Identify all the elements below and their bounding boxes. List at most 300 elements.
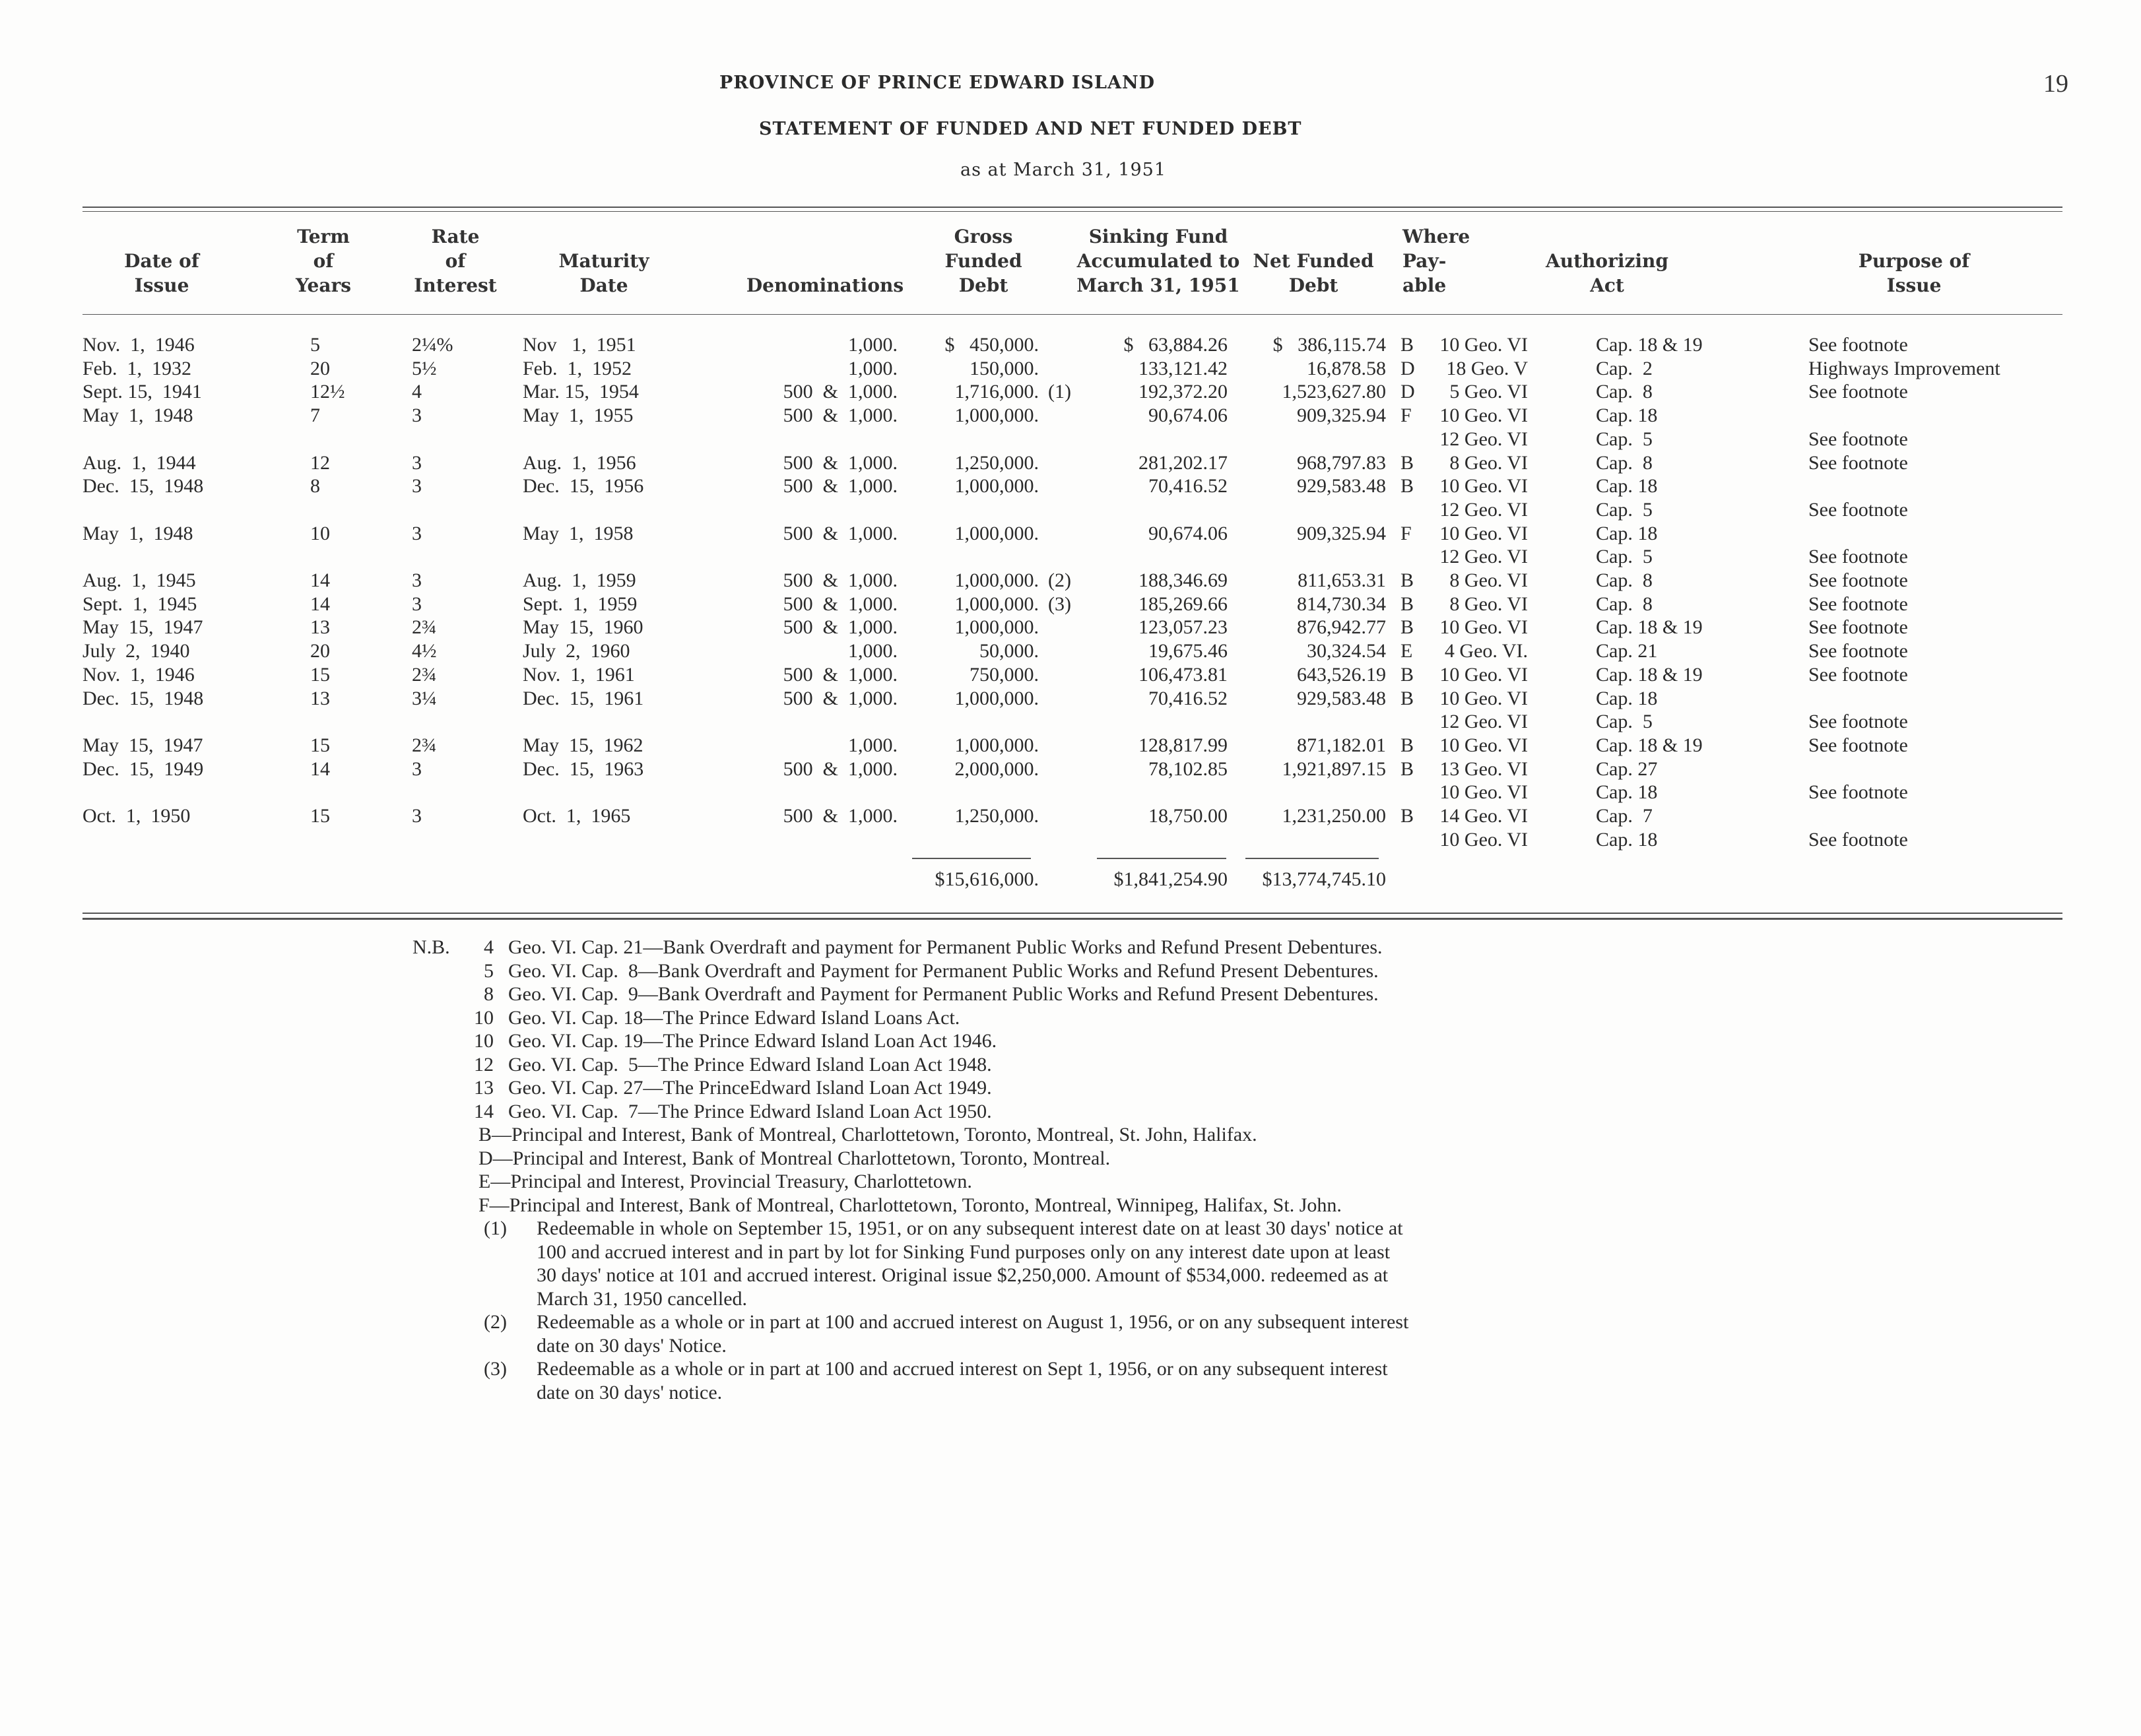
act-description: Geo. VI. Cap. 27—The PrinceEdward Island Loan Act 1949.	[508, 1077, 992, 1099]
payable-note: F—Principal and Interest, Bank of Montreal, Charlottetown, Toronto, Montreal, Winnipeg, Halifax, St. John.	[478, 1194, 1342, 1216]
act-description: Geo. VI. Cap. 21—Bank Overdraft and payment for Permanent Public Works and Refund Present Debentures.	[508, 936, 1383, 958]
act-regnal: 8 Geo. VI	[1449, 451, 1528, 474]
term-years: 15	[310, 734, 330, 756]
denominations: 500 & 1,000.	[783, 687, 898, 709]
sinking-fund: 19,675.46	[1148, 640, 1228, 662]
act-chapter: Cap. 18 & 19	[1596, 616, 1703, 639]
sinking-fund: 78,102.85	[1148, 757, 1228, 780]
purpose: See footnote	[1808, 828, 1908, 851]
denominations: 500 & 1,000.	[783, 475, 898, 498]
act-chapter: Cap. 18	[1596, 781, 1658, 804]
interest-rate: 3	[412, 522, 422, 544]
interest-rate: 2¾	[412, 616, 437, 639]
sinking-fund: 106,473.81	[1138, 663, 1228, 686]
gross-debt: 1,250,000.	[954, 451, 1039, 474]
issue-date: Aug. 1, 1944	[82, 451, 196, 474]
act-description: Geo. VI. Cap. 19—The Prince Edward Island Loan Act 1946.	[508, 1030, 997, 1052]
column-header-line: Date	[579, 274, 628, 296]
gross-debt: 1,000,000.	[954, 616, 1039, 639]
term-years: 14	[310, 569, 330, 591]
act-regnal: 10 Geo. VI	[1439, 616, 1528, 639]
footnote-text	[537, 1310, 1408, 1357]
act-chapter: Cap. 2	[1596, 357, 1653, 379]
act-regnal: 10 Geo. VI	[1439, 522, 1528, 544]
act-chapter: Cap. 18	[1596, 687, 1658, 709]
column-header-line: Authorizing	[1546, 250, 1668, 272]
net-debt: 1,921,897.15	[1282, 757, 1386, 780]
denominations: 1,000.	[848, 640, 898, 662]
payable-code: B	[1400, 687, 1414, 709]
denominations: 500 & 1,000.	[783, 381, 898, 403]
maturity-date: Aug. 1, 1956	[523, 451, 636, 474]
denominations: 1,000.	[848, 734, 898, 756]
spacer	[412, 959, 462, 983]
column-header-line: Maturity	[558, 250, 649, 272]
act-chapter: Cap. 18	[1596, 404, 1658, 427]
gross-debt: 1,716,000.	[954, 381, 1039, 403]
footnote-ref: (1)	[1048, 381, 1071, 403]
header-rule	[82, 314, 2062, 315]
maturity-date: Nov 1, 1951	[523, 334, 636, 356]
act-regnal: 10 Geo. VI	[1439, 734, 1528, 756]
act-chapter: Cap. 18	[1596, 828, 1658, 851]
maturity-date: Dec. 15, 1961	[523, 687, 644, 709]
column-header-line: Purpose of	[1858, 250, 1970, 272]
footnote-line: Redeemable in whole on September 15, 1951, or on any subsequent interest date on at least 30 days' notice at	[537, 1217, 1403, 1239]
page-subtitle: STATEMENT OF FUNDED AND NET FUNDED DEBT	[759, 119, 1302, 139]
act-regnal: 8 Geo. VI	[1449, 593, 1528, 615]
purpose: See footnote	[1808, 616, 1908, 639]
gross-debt: $ 450,000.	[944, 334, 1039, 356]
act-regnal: 14 Geo. VI	[1439, 805, 1528, 827]
issue-date: Nov. 1, 1946	[82, 663, 195, 686]
interest-rate: 5½	[412, 357, 437, 379]
interest-rate: 4	[412, 381, 422, 403]
act-regnal: 10 Geo. VI	[1439, 781, 1528, 804]
maturity-date: May 1, 1955	[523, 404, 634, 427]
column-header-line: Pay-	[1402, 250, 1447, 272]
maturity-date: July 2, 1960	[523, 640, 630, 662]
act-number: 5	[484, 959, 494, 982]
payable-note: D—Principal and Interest, Bank of Montreal Charlottetown, Toronto, Montreal.	[478, 1147, 1111, 1169]
total-net: $13,774,745.10	[1262, 868, 1386, 890]
purpose: See footnote	[1808, 451, 1908, 474]
interest-rate: 3	[412, 593, 422, 615]
issue-date: May 15, 1947	[82, 734, 203, 756]
act-chapter: Cap. 5	[1596, 428, 1653, 450]
net-debt: 814,730.34	[1297, 593, 1386, 615]
purpose: See footnote	[1808, 593, 1908, 615]
purpose: See footnote	[1808, 640, 1908, 662]
column-header-line: Sinking Fund	[1088, 226, 1228, 247]
footnote-ref: (2)	[1048, 569, 1071, 591]
act-regnal: 10 Geo. VI	[1439, 475, 1528, 498]
footnote-line: March 31, 1950 cancelled.	[537, 1287, 748, 1310]
note-act	[412, 936, 1408, 959]
note-act	[412, 1029, 1408, 1053]
footnote-line: 100 and accrued interest and in part by lot for Sinking Fund purposes only on any interest date upon at least	[537, 1240, 1391, 1263]
gross-debt: 750,000.	[970, 663, 1039, 686]
where-payable-header	[1402, 224, 1482, 298]
column-header-line: Gross	[954, 226, 1013, 247]
purpose: See footnote	[1808, 711, 1908, 733]
term-years: 14	[310, 757, 330, 780]
issue-date: Aug. 1, 1945	[82, 569, 196, 591]
column-header-line: Years	[295, 274, 352, 296]
act-regnal: 10 Geo. VI	[1439, 828, 1528, 851]
act-chapter: Cap. 18 & 19	[1596, 663, 1703, 686]
payable-code: B	[1400, 451, 1414, 474]
act-chapter: Cap. 5	[1596, 711, 1653, 733]
act-number: 14	[474, 1100, 494, 1122]
spacer	[412, 1006, 462, 1030]
bottom-rule	[82, 913, 2062, 914]
spacer	[412, 1076, 462, 1100]
footnote-label: (1)	[484, 1217, 507, 1239]
column-header-line: Debt	[958, 274, 1008, 296]
column-header-line: Rate	[431, 226, 480, 247]
act-chapter: Cap. 21	[1596, 640, 1658, 662]
act-description: Geo. VI. Cap. 9—Bank Overdraft and Payment for Permanent Public Works and Refund Present Debentures.	[508, 983, 1379, 1005]
issue-date: Sept. 1, 1945	[82, 593, 197, 615]
act-chapter: Cap. 5	[1596, 498, 1653, 521]
sinking-fund: 281,202.17	[1138, 451, 1228, 474]
payable-note: B—Principal and Interest, Bank of Montreal, Charlottetown, Toronto, Montreal, St. John, Halifax.	[478, 1124, 1257, 1145]
term-years: 12½	[310, 381, 345, 403]
term-years: 13	[310, 616, 330, 639]
spacer	[412, 1100, 462, 1124]
footnote-text	[537, 1217, 1403, 1310]
act-regnal: 12 Geo. VI	[1439, 711, 1528, 733]
rate-header	[409, 224, 502, 298]
maturity-date: Mar. 15, 1954	[523, 381, 639, 403]
act-regnal: 8 Geo. VI	[1449, 569, 1528, 591]
act-chapter: Cap. 8	[1596, 593, 1653, 615]
net-debt-header	[1247, 249, 1379, 298]
footnote-line: Redeemable as a whole or in part at 100 and accrued interest on Sept 1, 1956, or on any subsequent interest	[537, 1358, 1388, 1380]
page-title: PROVINCE OF PRINCE EDWARD ISLAND	[719, 73, 1156, 93]
sinking-fund: 70,416.52	[1148, 475, 1228, 498]
column-header-line: Interest	[414, 274, 497, 296]
bottom-rule-thick	[82, 918, 2062, 920]
net-total-rule	[1245, 858, 1379, 859]
sinking-fund: 70,416.52	[1148, 687, 1228, 709]
maturity-header	[551, 249, 657, 298]
term-years: 5	[310, 334, 320, 356]
footnote-line: date on 30 days' notice.	[537, 1381, 723, 1403]
interest-rate: 3¼	[412, 687, 437, 709]
top-rule	[82, 207, 2062, 208]
payable-code: F	[1400, 522, 1412, 544]
purpose: See footnote	[1808, 428, 1908, 450]
issue-date: July 2, 1940	[82, 640, 190, 662]
denominations: 500 & 1,000.	[783, 522, 898, 544]
act-regnal: 10 Geo. VI	[1439, 687, 1528, 709]
act-regnal: 10 Geo. VI	[1439, 663, 1528, 686]
net-debt: 811,653.31	[1298, 569, 1386, 591]
act-regnal: 12 Geo. VI	[1439, 428, 1528, 450]
sinking-fund: 185,269.66	[1138, 593, 1228, 615]
term-years: 10	[310, 522, 330, 544]
column-header-line: Funded	[944, 250, 1022, 272]
act-chapter: Cap. 18 & 19	[1596, 334, 1703, 356]
note-act	[412, 1100, 1408, 1124]
act-description: Geo. VI. Cap. 7—The Prince Edward Island Loan Act 1950.	[508, 1100, 992, 1122]
column-header-line: March 31, 1951	[1076, 274, 1240, 296]
gross-debt: 1,000,000.	[954, 687, 1039, 709]
gross-debt: 2,000,000.	[954, 757, 1039, 780]
spacer	[412, 1053, 462, 1077]
denominations: 500 & 1,000.	[783, 757, 898, 780]
footnote-text	[537, 1357, 1388, 1404]
term-years: 12	[310, 451, 330, 474]
payable-code: B	[1400, 663, 1414, 686]
payable-note: E—Principal and Interest, Provincial Treasury, Charlottetown.	[478, 1171, 972, 1192]
act-number: 4	[484, 936, 494, 958]
purpose: See footnote	[1808, 734, 1908, 756]
payable-code: D	[1400, 357, 1415, 379]
payable-code: B	[1400, 593, 1414, 615]
interest-rate: 2¼%	[412, 334, 453, 356]
sinking-fund: 133,121.42	[1138, 357, 1228, 379]
act-chapter: Cap. 8	[1596, 451, 1653, 474]
net-debt: $ 386,115.74	[1272, 334, 1386, 356]
purpose: See footnote	[1808, 781, 1908, 804]
act-regnal: 4 Geo. VI.	[1444, 640, 1528, 662]
act-description: Geo. VI. Cap. 8—Bank Overdraft and Payment for Permanent Public Works and Refund Present Debentures.	[508, 959, 1379, 982]
purpose: See footnote	[1808, 663, 1908, 686]
denominations: 500 & 1,000.	[783, 616, 898, 639]
authorizing-act-header	[1534, 249, 1680, 298]
gross-debt: 50,000.	[979, 640, 1039, 662]
column-header-line: Where	[1402, 226, 1470, 247]
act-regnal: 5 Geo. VI	[1449, 381, 1528, 403]
payable-code: B	[1400, 334, 1414, 356]
term-years: 15	[310, 805, 330, 827]
term-years: 20	[310, 357, 330, 379]
act-number: 13	[474, 1077, 494, 1099]
act-number: 8	[484, 983, 494, 1005]
note-act	[412, 959, 1408, 983]
term-years: 20	[310, 640, 330, 662]
gross-debt: 1,000,000.	[954, 404, 1039, 427]
sinking-fund: 192,372.20	[1138, 381, 1228, 403]
act-number: 12	[474, 1053, 494, 1076]
footnote-line: 30 days' notice at 101 and accrued interest. Original issue $2,250,000. Amount of $534,000. redeemed as at	[537, 1264, 1389, 1286]
gross-debt: 150,000.	[970, 357, 1039, 379]
payable-code: B	[1400, 805, 1414, 827]
footnote-label: (3)	[484, 1358, 507, 1380]
footnote	[412, 1217, 1408, 1310]
net-debt: 909,325.94	[1297, 404, 1386, 427]
denominations: 500 & 1,000.	[783, 805, 898, 827]
payable-code: E	[1400, 640, 1413, 662]
maturity-date: Sept. 1, 1959	[523, 593, 638, 615]
column-header-line: of	[445, 250, 466, 272]
purpose: See footnote	[1808, 569, 1908, 591]
gross-debt-header	[937, 224, 1030, 298]
total-gross: $15,616,000.	[935, 868, 1039, 890]
purpose: Highways Improvement	[1808, 357, 2000, 379]
gross-total-rule	[912, 858, 1031, 859]
act-regnal: 12 Geo. VI	[1439, 546, 1528, 568]
denominations: 500 & 1,000.	[783, 451, 898, 474]
purpose-header	[1835, 249, 1993, 298]
denominations: 1,000.	[848, 357, 898, 379]
denominations: 1,000.	[848, 334, 898, 356]
payable-code: B	[1400, 616, 1414, 639]
interest-rate: 4½	[412, 640, 437, 662]
act-regnal: 13 Geo. VI	[1439, 757, 1528, 780]
net-debt: 643,526.19	[1297, 663, 1386, 686]
act-chapter: Cap. 5	[1596, 546, 1653, 568]
net-debt: 909,325.94	[1297, 522, 1386, 544]
footnote-line: Redeemable as a whole or in part at 100 and accrued interest on August 1, 1956, or on any subsequent interest	[537, 1311, 1409, 1333]
denominations: 500 & 1,000.	[783, 404, 898, 427]
term-years: 15	[310, 663, 330, 686]
denominations-header	[739, 273, 911, 298]
net-debt: 16,878.58	[1307, 357, 1386, 379]
denominations: 500 & 1,000.	[783, 663, 898, 686]
issue-date: Sept. 15, 1941	[82, 381, 202, 403]
note-act	[412, 1076, 1408, 1100]
interest-rate: 3	[412, 805, 422, 827]
issue-date: May 15, 1947	[82, 616, 203, 639]
gross-debt: 1,000,000.	[954, 569, 1039, 591]
net-debt: 929,583.48	[1297, 475, 1386, 498]
issue-date: Dec. 15, 1948	[82, 475, 204, 498]
sinking-fund: 128,817.99	[1138, 734, 1228, 756]
act-chapter: Cap. 18	[1596, 475, 1658, 498]
sinking-fund: 188,346.69	[1138, 569, 1228, 591]
sinking-total-rule	[1097, 858, 1226, 859]
maturity-date: Feb. 1, 1952	[523, 357, 632, 379]
footnote	[412, 1357, 1408, 1404]
footnote-label: (2)	[484, 1311, 507, 1333]
spacer	[412, 982, 462, 1006]
denominations: 500 & 1,000.	[783, 569, 898, 591]
interest-rate: 3	[412, 757, 422, 780]
sinking-fund: $ 63,884.26	[1123, 334, 1228, 356]
act-number: 10	[474, 1030, 494, 1052]
net-debt: 1,231,250.00	[1282, 805, 1386, 827]
sinking-fund-header	[1072, 224, 1244, 298]
issue-date: Nov. 1, 1946	[82, 334, 195, 356]
act-chapter: Cap. 18 & 19	[1596, 734, 1703, 756]
net-debt: 876,942.77	[1297, 616, 1386, 639]
column-header-line: Issue	[134, 274, 189, 296]
interest-rate: 2¾	[412, 663, 437, 686]
gross-debt: 1,000,000.	[954, 593, 1039, 615]
issue-date: Oct. 1, 1950	[82, 805, 191, 827]
net-debt: 871,182.01	[1297, 734, 1386, 756]
payable-code: B	[1400, 734, 1414, 756]
notes	[412, 936, 1408, 1404]
payable-code: D	[1400, 381, 1415, 403]
net-debt: 30,324.54	[1307, 640, 1386, 662]
maturity-date: Dec. 15, 1956	[523, 475, 644, 498]
issue-date: May 1, 1948	[82, 522, 193, 544]
term-years: 7	[310, 404, 320, 427]
act-chapter: Cap. 7	[1596, 805, 1653, 827]
gross-debt: 1,000,000.	[954, 734, 1039, 756]
column-header-line: able	[1402, 274, 1447, 296]
date-of-issue-header	[109, 249, 214, 298]
nb-label: N.B.	[412, 936, 450, 958]
maturity-date: Nov. 1, 1961	[523, 663, 635, 686]
top-rule-thin	[82, 211, 2062, 212]
act-regnal: 12 Geo. VI	[1439, 498, 1528, 521]
sinking-fund: 123,057.23	[1138, 616, 1228, 639]
note-act	[412, 1053, 1408, 1077]
maturity-date: Dec. 15, 1963	[523, 757, 644, 780]
act-chapter: Cap. 27	[1596, 757, 1658, 780]
act-regnal: 18 Geo. V	[1446, 357, 1528, 379]
column-header-line: Debt	[1288, 274, 1338, 296]
interest-rate: 2¾	[412, 734, 437, 756]
maturity-date: May 1, 1958	[523, 522, 634, 544]
purpose: See footnote	[1808, 546, 1908, 568]
column-header-line: Denominations	[746, 274, 904, 296]
term-years: 14	[310, 593, 330, 615]
interest-rate: 3	[412, 451, 422, 474]
column-header-line: Issue	[1886, 274, 1942, 296]
act-description: Geo. VI. Cap. 5—The Prince Edward Island Loan Act 1948.	[508, 1053, 992, 1076]
interest-rate: 3	[412, 475, 422, 498]
gross-debt: 1,250,000.	[954, 805, 1039, 827]
maturity-date: Oct. 1, 1965	[523, 805, 631, 827]
sinking-fund: 18,750.00	[1148, 805, 1228, 827]
maturity-date: Aug. 1, 1959	[523, 569, 636, 591]
footnote-line: date on 30 days' Notice.	[537, 1334, 727, 1357]
column-header-line: Date of	[124, 250, 199, 272]
payable-code: B	[1400, 569, 1414, 591]
act-chapter: Cap. 8	[1596, 381, 1653, 403]
footnote-ref: (3)	[1048, 593, 1071, 615]
total-sinking: $1,841,254.90	[1113, 868, 1228, 890]
payable-code: B	[1400, 475, 1414, 498]
term-header	[284, 224, 363, 298]
issue-date: Dec. 15, 1949	[82, 757, 204, 780]
column-header-line: Act	[1590, 274, 1624, 296]
purpose: See footnote	[1808, 498, 1908, 521]
spacer	[412, 1029, 462, 1053]
maturity-date: May 15, 1962	[523, 734, 643, 756]
column-header-line: Accumulated to	[1076, 250, 1240, 272]
act-chapter: Cap. 8	[1596, 569, 1653, 591]
purpose: See footnote	[1808, 334, 1908, 356]
column-header-line: Term	[297, 226, 350, 247]
interest-rate: 3	[412, 404, 422, 427]
note-act	[412, 1006, 1408, 1030]
sinking-fund: 90,674.06	[1148, 522, 1228, 544]
footnote	[412, 1310, 1408, 1357]
net-debt: 929,583.48	[1297, 687, 1386, 709]
term-years: 13	[310, 687, 330, 709]
date-line: as at March 31, 1951	[960, 160, 1167, 180]
term-years: 8	[310, 475, 320, 498]
act-description: Geo. VI. Cap. 18—The Prince Edward Island Loans Act.	[508, 1006, 960, 1029]
page-number: 19	[2043, 70, 2068, 98]
issue-date: Feb. 1, 1932	[82, 357, 191, 379]
net-debt: 968,797.83	[1297, 451, 1386, 474]
purpose: See footnote	[1808, 381, 1908, 403]
column-header-line: of	[313, 250, 334, 272]
maturity-date: May 15, 1960	[523, 616, 643, 639]
act-regnal: 10 Geo. VI	[1439, 404, 1528, 427]
interest-rate: 3	[412, 569, 422, 591]
denominations: 500 & 1,000.	[783, 593, 898, 615]
